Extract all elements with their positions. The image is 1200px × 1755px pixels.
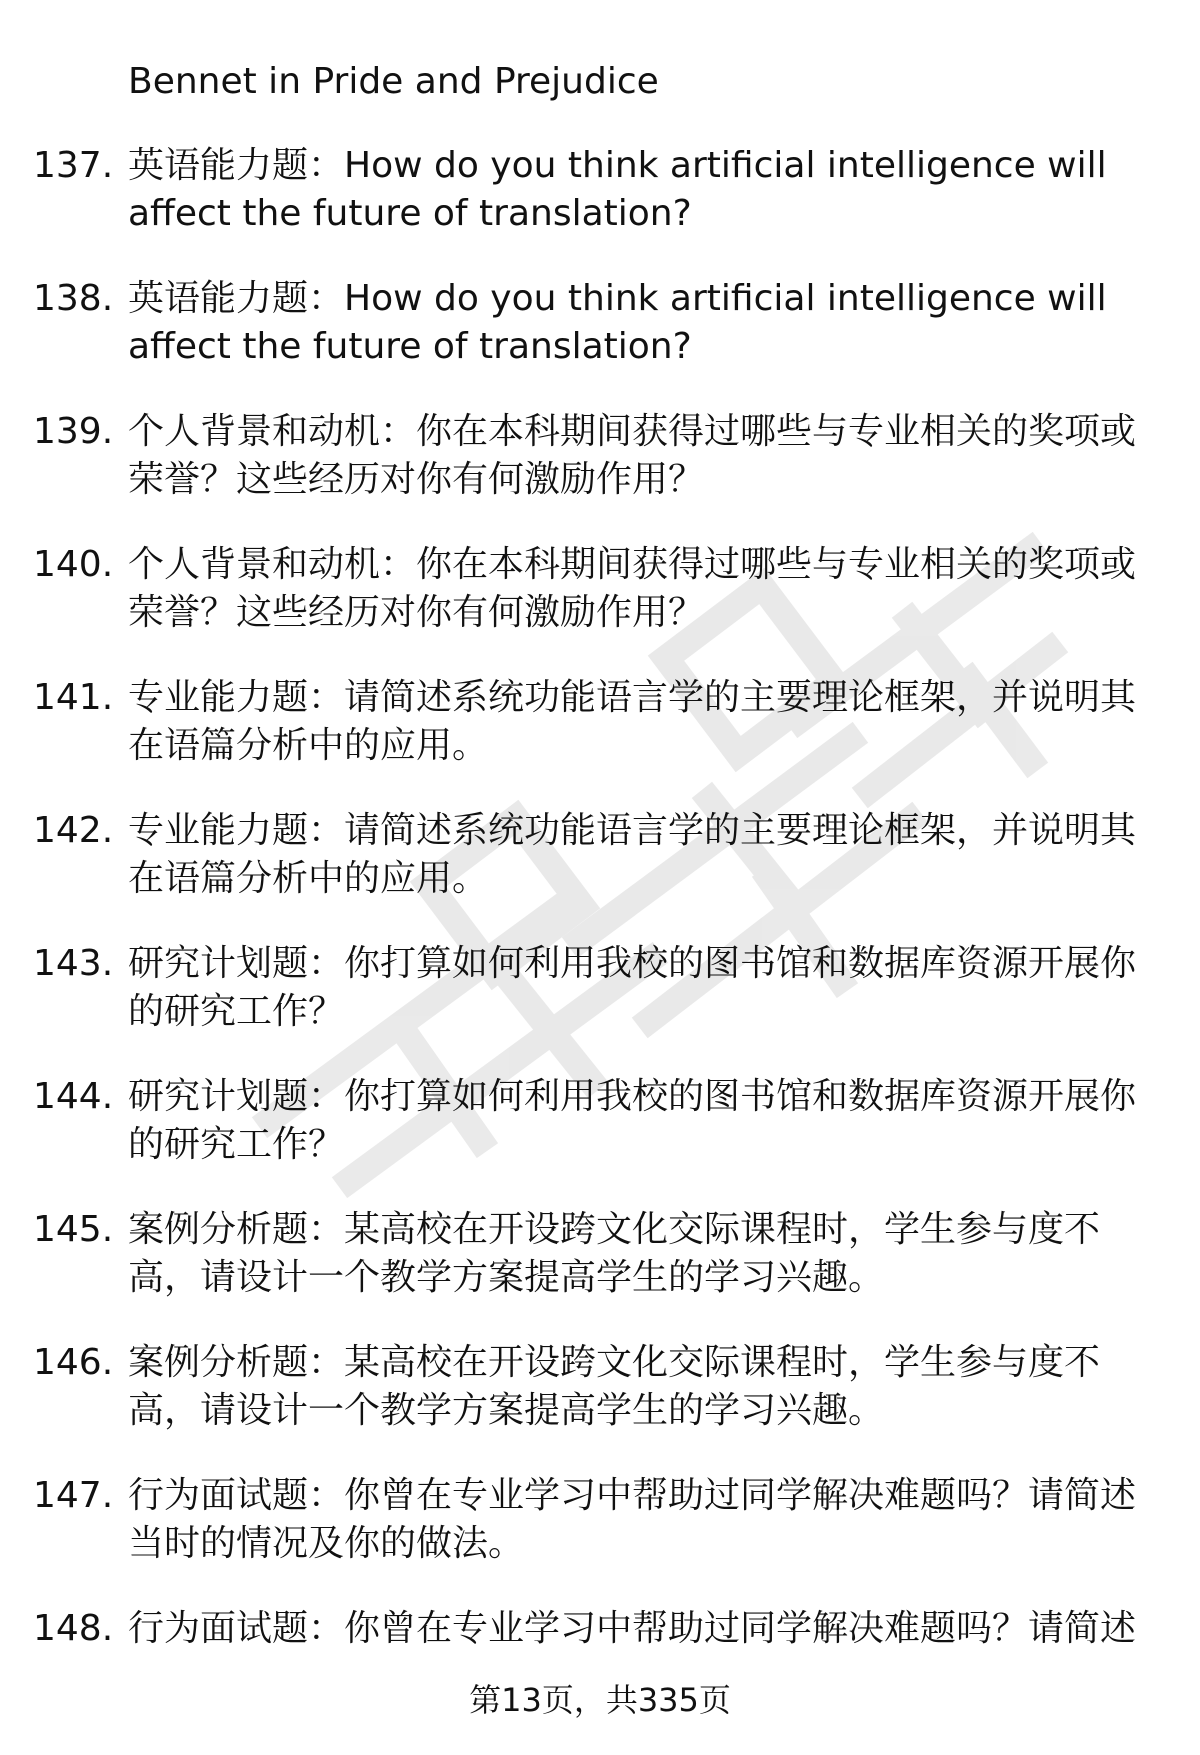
question-text-line: 英语能力题：How do you think artificial intelligence will	[128, 278, 1107, 319]
question-list	[0, 142, 1200, 1738]
question-text-line: 的研究工作？	[128, 991, 345, 1032]
question-text	[128, 1472, 1148, 1568]
question-item	[0, 674, 1200, 807]
question-text-line: affect the future of translation?	[128, 193, 692, 234]
question-number: 142.	[33, 810, 114, 851]
question-text-line: 案例分析题：某高校在开设跨文化交际课程时，学生参与度不	[128, 1209, 1101, 1250]
question-number: 148.	[33, 1608, 114, 1649]
question-number: 137.	[33, 145, 114, 186]
question-item	[0, 541, 1200, 674]
question-text-line: 高，请设计一个教学方案提高学生的学习兴趣。	[128, 1257, 885, 1298]
question-text-line: 在语篇分析中的应用。	[128, 858, 489, 899]
question-number: 145.	[33, 1209, 114, 1250]
question-text	[128, 541, 1148, 637]
question-item	[0, 1073, 1200, 1206]
question-text	[128, 142, 1148, 238]
question-text-line: 荣誉？这些经历对你有何激励作用？	[128, 459, 705, 500]
question-text-line: 研究计划题：你打算如何利用我校的图书馆和数据库资源开展你	[128, 943, 1137, 984]
question-number: 141.	[33, 677, 114, 718]
question-text	[128, 1206, 1148, 1302]
question-text	[128, 1339, 1148, 1435]
question-item	[0, 807, 1200, 940]
question-item	[0, 1339, 1200, 1472]
question-number: 139.	[33, 411, 114, 452]
question-text	[128, 807, 1148, 903]
question-number: 138.	[33, 278, 114, 319]
question-text-line: 专业能力题：请简述系统功能语言学的主要理论框架，并说明其	[128, 677, 1137, 718]
question-text-line: affect the future of translation?	[128, 326, 692, 367]
question-text-line: 案例分析题：某高校在开设跨文化交际课程时，学生参与度不	[128, 1342, 1101, 1383]
page-number-footer: 第13页，共335页	[469, 1681, 731, 1719]
question-item	[0, 1472, 1200, 1605]
question-text	[128, 1605, 1148, 1653]
question-item	[0, 940, 1200, 1073]
question-number: 144.	[33, 1076, 114, 1117]
question-text-line: 英语能力题：How do you think artificial intelligence will	[128, 145, 1107, 186]
question-item	[0, 1206, 1200, 1339]
continuation-line: Bennet in Pride and Prejudice	[128, 61, 659, 102]
question-number: 147.	[33, 1475, 114, 1516]
question-text-line: 行为面试题：你曾在专业学习中帮助过同学解决难题吗？请简述	[128, 1475, 1137, 1516]
question-text-line: 荣誉？这些经历对你有何激励作用？	[128, 592, 705, 633]
question-item	[0, 142, 1200, 275]
question-text	[128, 408, 1148, 504]
question-text-line: 的研究工作？	[128, 1124, 345, 1165]
question-text	[128, 275, 1148, 371]
question-number: 140.	[33, 544, 114, 585]
question-number: 143.	[33, 943, 114, 984]
question-item	[0, 275, 1200, 408]
question-text-line: 个人背景和动机：你在本科期间获得过哪些与专业相关的奖项或	[128, 411, 1137, 452]
question-text-line: 行为面试题：你曾在专业学习中帮助过同学解决难题吗？请简述	[128, 1608, 1137, 1649]
question-text-line: 高，请设计一个教学方案提高学生的学习兴趣。	[128, 1390, 885, 1431]
question-text-line: 专业能力题：请简述系统功能语言学的主要理论框架，并说明其	[128, 810, 1137, 851]
question-text	[128, 674, 1148, 770]
question-text-line: 在语篇分析中的应用。	[128, 725, 489, 766]
question-item	[0, 408, 1200, 541]
question-number: 146.	[33, 1342, 114, 1383]
question-text	[128, 940, 1148, 1036]
question-text-line: 当时的情况及你的做法。	[128, 1523, 525, 1564]
question-text-line: 个人背景和动机：你在本科期间获得过哪些与专业相关的奖项或	[128, 544, 1137, 585]
question-text-line: 研究计划题：你打算如何利用我校的图书馆和数据库资源开展你	[128, 1076, 1137, 1117]
question-text	[128, 1073, 1148, 1169]
